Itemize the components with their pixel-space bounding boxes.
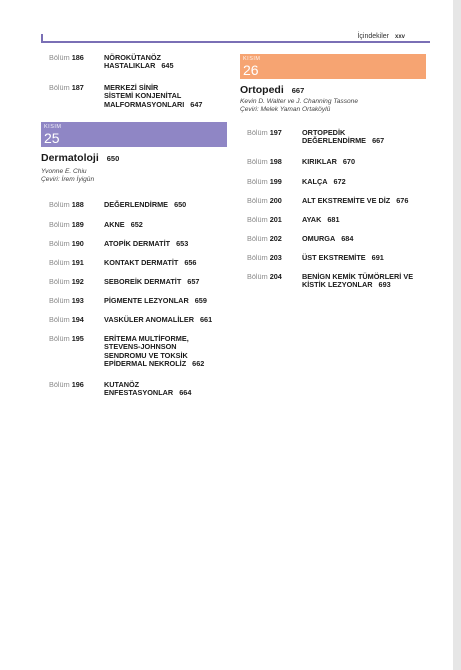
chapter-title-text: PİGMENTE LEZYONLAR [104, 296, 189, 305]
chapter-title-line [302, 158, 355, 166]
chapter-number: 201 [269, 215, 282, 224]
chapter-title-line [302, 254, 384, 262]
chapter-word: Bölüm [49, 334, 70, 343]
chapter-page-number: 659 [194, 296, 207, 305]
chapter-page-number: 691 [371, 253, 384, 262]
chapter-title-line [104, 259, 197, 267]
chapter-title-text: ALT EKSTREMİTE VE DİZ [302, 196, 391, 205]
chapter-label [49, 240, 84, 248]
chapter-word: Bölüm [49, 258, 70, 267]
part-label: KISIM [44, 124, 62, 130]
chapter-label [49, 316, 84, 324]
chapter-number: 202 [269, 234, 282, 243]
chapter-title [302, 197, 408, 205]
chapter-number: 197 [269, 128, 282, 137]
chapter-title-text: DEĞERLENDİRME [104, 200, 169, 209]
header-title: İçindekiler [357, 33, 389, 40]
part-number: 26 [243, 62, 259, 78]
chapter-page-number: 681 [327, 215, 340, 224]
chapter-title-line [302, 216, 340, 224]
chapter-title-text: KONTAKT DERMATİT [104, 258, 179, 267]
part-translator: Çeviri: İrem İyigün [41, 176, 95, 183]
chapter-title-line [104, 360, 204, 368]
page-edge-shadow [453, 0, 461, 670]
chapter-title-text: HASTALIKLAR [104, 61, 156, 71]
chapter-number: 200 [269, 196, 282, 205]
chapter-word: Bölüm [49, 380, 70, 389]
chapter-number: 194 [71, 315, 84, 324]
chapter-title-text: KİSTİK LEZYONLAR [302, 280, 373, 290]
chapter-title-text: AKNE [104, 220, 125, 229]
chapter-title-line [302, 281, 413, 289]
chapter-title-text: NÖROKÜTANÖZ [104, 53, 162, 62]
chapter-page-number: 662 [192, 359, 205, 369]
chapter-label [247, 178, 282, 186]
part-label: KISIM [243, 56, 261, 62]
chapter-page-number: 661 [200, 315, 213, 324]
chapter-title-line [104, 389, 191, 397]
chapter-title-text: STEVENS-JOHNSON [104, 342, 177, 352]
chapter-title-text: OMURGA [302, 234, 336, 243]
chapter-number: 186 [71, 53, 84, 62]
chapter-title [302, 235, 353, 243]
chapter-title-text: KIRIKLAR [302, 157, 337, 166]
part-26-title[interactable] [240, 84, 304, 96]
chapter-title [302, 216, 340, 224]
chapter-title [104, 297, 207, 305]
chapter-title [302, 158, 355, 166]
chapter-title-text: ORTOPEDİK [302, 128, 346, 137]
chapter-title-text: SEBOREİK DERMATİT [104, 277, 182, 286]
chapter-word: Bölüm [49, 315, 70, 324]
chapter-title [104, 240, 188, 248]
chapter-title [104, 259, 197, 267]
chapter-title-line [302, 178, 346, 186]
part-title-page: 650 [106, 154, 120, 163]
chapter-label [49, 84, 84, 92]
chapter-title-text: EPİDERMAL NEKROLİZ [104, 359, 187, 369]
chapter-word: Bölüm [49, 239, 70, 248]
chapter-page-number: 670 [342, 157, 356, 166]
part-25-credits [41, 168, 94, 184]
chapter-page-number: 664 [179, 388, 192, 398]
chapter-title-line [104, 297, 207, 305]
header-rule [41, 41, 430, 43]
chapter-word: Bölüm [247, 128, 268, 137]
chapter-word: Bölüm [49, 277, 70, 286]
chapter-label [49, 54, 84, 62]
chapter-label [49, 381, 84, 389]
header-page-number: xxv [394, 34, 405, 40]
chapter-label [49, 335, 84, 343]
chapter-title [302, 273, 413, 290]
chapter-title-text: VASKÜLER ANOMALİLER [104, 315, 194, 324]
chapter-word: Bölüm [247, 177, 268, 186]
chapter-label [247, 197, 282, 205]
part-25-title[interactable] [41, 152, 119, 164]
chapter-title-text: AYAK [302, 215, 322, 224]
chapter-title-line [104, 201, 186, 209]
chapter-word: Bölüm [49, 296, 70, 305]
chapter-number: 189 [71, 220, 84, 229]
chapter-label [49, 201, 84, 209]
chapter-word: Bölüm [247, 253, 268, 262]
chapter-title [104, 335, 204, 369]
chapter-title [104, 201, 186, 209]
chapter-label [49, 259, 84, 267]
chapter-title-text: SENDROMU VE TOKSİK [104, 350, 188, 360]
chapter-page-number: 656 [184, 258, 197, 267]
chapter-page-number: 667 [372, 136, 385, 146]
chapter-page-number: 645 [161, 61, 174, 71]
chapter-title [104, 381, 191, 398]
chapter-word: Bölüm [247, 234, 268, 243]
chapter-number: 190 [71, 239, 84, 248]
part-26-banner [240, 54, 426, 79]
part-translator: Çeviri: Melek Yaman Ortaköylü [240, 106, 331, 113]
chapter-title-text: MALFORMASYONLARI [104, 99, 185, 109]
chapter-title-text: ERİTEMA MULTİFORME, [104, 334, 189, 343]
chapter-title-line [104, 240, 188, 248]
chapter-title-text: SİSTEMİ KONJENİTAL [104, 91, 182, 101]
chapter-word: Bölüm [49, 83, 70, 92]
chapter-label [49, 278, 84, 286]
chapter-number: 187 [71, 83, 84, 92]
part-title-text: Dermatoloji [41, 152, 99, 164]
chapter-word: Bölüm [49, 53, 70, 62]
chapter-number: 196 [71, 380, 84, 389]
chapter-title-text: DEĞERLENDİRME [302, 136, 367, 146]
chapter-title-text: ÜST EKSTREMİTE [302, 253, 366, 262]
part-author: Kevin D. Walter ve J. Channing Tassone [240, 98, 359, 105]
chapter-label [49, 297, 84, 305]
chapter-title [104, 221, 143, 229]
chapter-number: 192 [71, 277, 84, 286]
chapter-word: Bölüm [247, 157, 268, 166]
chapter-title-text: ENFESTASYONLAR [104, 388, 174, 398]
chapter-number: 193 [71, 296, 84, 305]
chapter-word: Bölüm [49, 220, 70, 229]
chapter-page-number: 653 [176, 239, 189, 248]
chapter-title [104, 316, 212, 324]
chapter-label [247, 254, 282, 262]
chapter-page-number: 693 [378, 280, 391, 290]
chapter-word: Bölüm [49, 200, 70, 209]
chapter-number: 199 [269, 177, 282, 186]
chapter-label [49, 221, 84, 229]
chapter-title [104, 54, 174, 71]
part-number: 25 [44, 130, 60, 146]
chapter-number: 198 [269, 157, 282, 166]
chapter-title [104, 278, 199, 286]
chapter-page-number: 684 [341, 234, 354, 243]
chapter-label [247, 158, 282, 166]
running-header [357, 33, 405, 40]
chapter-label [247, 235, 282, 243]
chapter-title-line [104, 221, 143, 229]
chapter-number: 188 [71, 200, 84, 209]
chapter-word: Bölüm [247, 196, 268, 205]
part-25-banner [41, 122, 227, 147]
chapter-title-line [104, 278, 199, 286]
chapter-title-line [302, 137, 384, 145]
chapter-title-text: ATOPİK DERMATİT [104, 239, 171, 248]
chapter-title-line [104, 316, 212, 324]
chapter-word: Bölüm [247, 272, 268, 281]
part-26-credits [240, 98, 358, 114]
chapter-title [302, 178, 346, 186]
chapter-title-line [302, 197, 408, 205]
chapter-page-number: 657 [187, 277, 200, 286]
part-author: Yvonne E. Chiu [41, 168, 87, 175]
chapter-word: Bölüm [247, 215, 268, 224]
chapter-label [247, 273, 282, 281]
chapter-number: 204 [269, 272, 282, 281]
chapter-number: 203 [269, 253, 282, 262]
chapter-label [247, 129, 282, 137]
chapter-title-text: MERKEZİ SİNİR [104, 83, 159, 92]
chapter-page-number: 650 [174, 200, 187, 209]
chapter-title-line [104, 101, 202, 109]
chapter-page-number: 676 [396, 196, 409, 205]
chapter-number: 195 [71, 334, 84, 343]
part-title-text: Ortopedi [240, 84, 284, 96]
chapter-title [302, 254, 384, 262]
chapter-title-text: BENİGN KEMİK TÜMÖRLERİ VE [302, 272, 414, 281]
chapter-title [302, 129, 384, 146]
chapter-page-number: 672 [333, 177, 346, 186]
chapter-title-text: KUTANÖZ [104, 380, 140, 389]
part-title-page: 667 [291, 86, 305, 95]
chapter-title-text: KALÇA [302, 177, 328, 186]
chapter-number: 191 [71, 258, 84, 267]
chapter-page-number: 647 [190, 99, 203, 109]
chapter-title [104, 84, 202, 109]
chapter-title-line [302, 235, 353, 243]
chapter-page-number: 652 [130, 220, 143, 229]
chapter-title-line [104, 62, 174, 70]
chapter-label [247, 216, 282, 224]
